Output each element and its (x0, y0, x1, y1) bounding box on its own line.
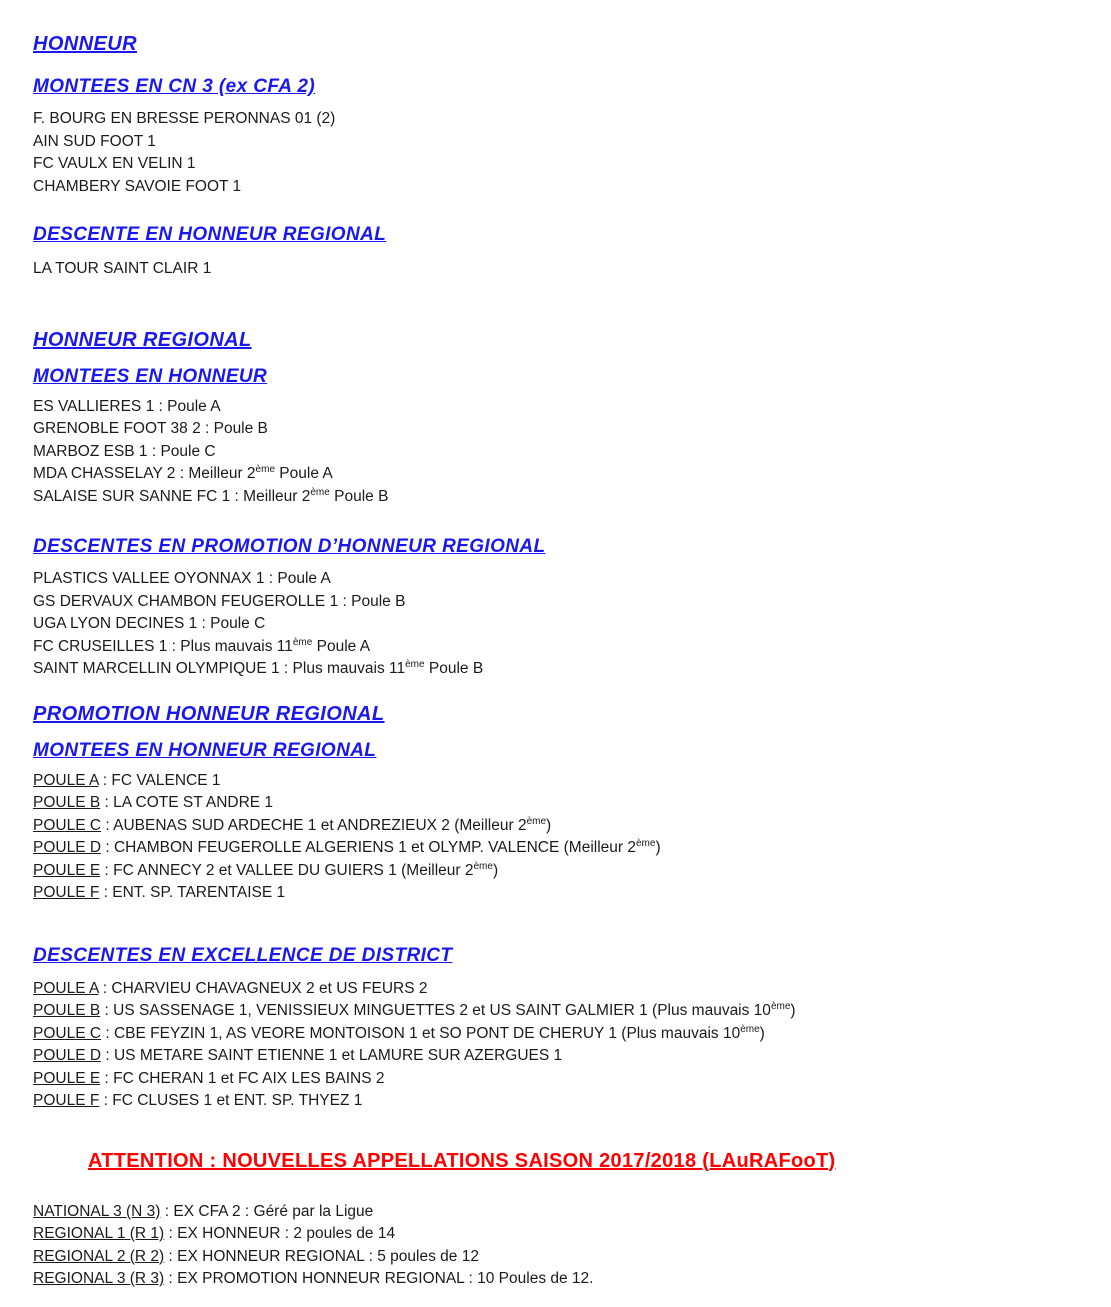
team-name-suffix: ) (655, 839, 661, 856)
heading-montees-honneur-regional: MONTEES EN HONNEUR REGIONAL (33, 739, 377, 761)
team-name: : FC CHERAN 1 et FC AIX LES BAINS 2 (100, 1069, 385, 1087)
poule-label: POULE A (33, 979, 99, 997)
ordinal-superscript: ème (292, 636, 313, 648)
list-item (33, 176, 1083, 199)
team-name: FC CRUSEILLES 1 : Plus mauvais 11 (33, 637, 293, 655)
team-name: PLASTICS VALLEE OYONNAX 1 : Poule A (33, 570, 331, 587)
team-name: CHAMBERY SAVOIE FOOT 1 (33, 177, 242, 195)
division-description: : EX HONNEUR : 2 poules de 14 (164, 1225, 396, 1242)
poule-label: POULE C (33, 816, 102, 834)
team-name: : CHAMBON FEUGEROLLE ALGERIENS 1 et OLYMP. VALENCE (Meilleur 2 (101, 839, 636, 856)
list-item (33, 658, 1083, 681)
list-nouvelles-appellations (33, 1201, 1083, 1291)
ordinal-superscript: ème (770, 1000, 791, 1012)
team-name-suffix: ) (492, 861, 499, 879)
list-item (33, 153, 1083, 176)
division-label: NATIONAL 3 (N 3) (33, 1202, 161, 1220)
team-name: MARBOZ ESB 1 : Poule C (33, 442, 216, 460)
ordinal-superscript: ème (526, 815, 547, 827)
team-name: SALAISE SUR SANNE FC 1 : Meilleur 2 (33, 487, 311, 505)
division-description: : EX PROMOTION HONNEUR REGIONAL : 10 Poules de 12. (164, 1270, 594, 1287)
list-montees-honneur (33, 396, 1083, 509)
list-item (33, 1045, 1083, 1068)
list-item (33, 568, 1083, 591)
list-item (33, 860, 1083, 883)
list-item (33, 486, 1083, 509)
team-name: FC VAULX EN VELIN 1 (33, 155, 196, 172)
list-item (33, 258, 1083, 281)
team-name-suffix: ) (546, 816, 552, 834)
list-item (33, 978, 1083, 1001)
team-name: LA TOUR SAINT CLAIR 1 (33, 260, 212, 277)
team-name: ES VALLIERES 1 : Poule A (33, 397, 221, 415)
team-name: GS DERVAUX CHAMBON FEUGEROLLE 1 : Poule B (33, 592, 406, 610)
list-item (33, 131, 1083, 154)
poule-label: POULE E (33, 861, 101, 879)
poule-label: POULE F (33, 1092, 100, 1109)
team-name-suffix: Poule B (424, 660, 484, 677)
list-descentes-promotion-honneur-regional (33, 568, 1083, 681)
team-name: : FC ANNECY 2 et VALLEE DU GUIERS 1 (Meilleur 2 (100, 861, 474, 879)
list-item (33, 1223, 1083, 1246)
list-item (33, 108, 1083, 131)
list-item (33, 591, 1083, 614)
team-name: : FC VALENCE 1 (98, 771, 221, 789)
list-item (33, 1201, 1083, 1224)
ordinal-superscript: ème (405, 658, 425, 670)
division-description: : EX CFA 2 : Géré par la Ligue (160, 1202, 374, 1220)
team-name: UGA LYON DECINES 1 : Poule C (33, 615, 266, 632)
division-label: REGIONAL 2 (R 2) (33, 1247, 165, 1265)
team-name: AIN SUD FOOT 1 (33, 132, 156, 150)
team-name: : FC CLUSES 1 et ENT. SP. THYEZ 1 (99, 1092, 363, 1109)
list-item (33, 1000, 1083, 1023)
poule-label: POULE D (33, 839, 102, 856)
team-name: : CBE FEYZIN 1, AS VEORE MONTOISON 1 et SO PONT DE CHERUY 1 (Plus mauvais 10 (101, 1024, 741, 1042)
team-name-suffix: Poule A (312, 637, 371, 655)
heading-honneur: HONNEUR (33, 33, 137, 55)
team-name: : ENT. SP. TARENTAISE 1 (99, 884, 286, 901)
ordinal-superscript: ème (255, 463, 275, 475)
list-item (33, 1068, 1083, 1091)
division-label: REGIONAL 1 (R 1) (33, 1225, 165, 1242)
team-name: : CHARVIEU CHAVAGNEUX 2 et US FEURS 2 (98, 979, 428, 997)
list-item (33, 1023, 1083, 1046)
poule-label: POULE A (33, 771, 99, 789)
list-item (33, 837, 1083, 860)
poule-label: POULE F (33, 884, 100, 901)
team-name: MDA CHASSELAY 2 : Meilleur 2 (33, 465, 256, 482)
list-item (33, 441, 1083, 464)
team-name: : AUBENAS SUD ARDECHE 1 et ANDREZIEUX 2 (Meilleur 2 (101, 816, 527, 834)
heading-montees-honneur: MONTEES EN HONNEUR (33, 365, 268, 387)
list-item (33, 882, 1083, 905)
list-item (33, 396, 1083, 419)
list-item (33, 636, 1083, 659)
team-name: : US SASSENAGE 1, VENISSIEUX MINGUETTES 2 et US SAINT GALMIER 1 (Plus mauvais 10 (100, 1002, 771, 1019)
division-description: : EX HONNEUR REGIONAL : 5 poules de 12 (164, 1247, 479, 1265)
team-name: GRENOBLE FOOT 38 2 : Poule B (33, 420, 268, 437)
heading-descentes-excellence-district: DESCENTES EN EXCELLENCE DE DISTRICT (33, 944, 453, 966)
heading-promotion-honneur-regional: PROMOTION HONNEUR REGIONAL (33, 702, 385, 725)
list-item (33, 1268, 1083, 1291)
list-montees-cn3 (33, 108, 1083, 198)
list-item (33, 1090, 1083, 1113)
heading-honneur-regional: HONNEUR REGIONAL (33, 328, 252, 351)
list-item (33, 792, 1083, 815)
heading-descente-honneur-regional: DESCENTE EN HONNEUR REGIONAL (33, 224, 387, 245)
poule-label: POULE B (33, 794, 101, 811)
list-item (33, 1246, 1083, 1269)
ordinal-superscript: ème (473, 860, 493, 872)
team-name-suffix: Poule B (329, 487, 389, 505)
team-name-suffix: Poule A (275, 465, 333, 482)
list-item (33, 463, 1083, 486)
list-item (33, 418, 1083, 441)
division-label: REGIONAL 3 (R 3) (33, 1270, 165, 1287)
team-name-suffix: ) (759, 1024, 765, 1042)
list-item (33, 815, 1083, 838)
attention-heading: ATTENTION : NOUVELLES APPELLATIONS SAISON 2017/2018 (LAuRAFooT) (88, 1149, 836, 1172)
team-name-suffix: ) (790, 1002, 796, 1019)
team-name: F. BOURG EN BRESSE PERONNAS 01 (2) (33, 110, 336, 127)
ordinal-superscript: ème (740, 1023, 760, 1035)
ordinal-superscript: ème (635, 837, 656, 849)
team-name: SAINT MARCELLIN OLYMPIQUE 1 : Plus mauvais 11 (33, 660, 406, 677)
list-descentes-excellence-district (33, 978, 1083, 1113)
list-item (33, 770, 1083, 793)
list-descente-honneur-regional (33, 258, 1083, 281)
ordinal-superscript: ème (310, 486, 330, 498)
list-item (33, 613, 1083, 636)
heading-descentes-promotion-honneur-regional: DESCENTES EN PROMOTION D’HONNEUR REGIONAL (33, 536, 546, 557)
team-name: : US METARE SAINT ETIENNE 1 et LAMURE SUR AZERGUES 1 (101, 1047, 563, 1064)
poule-label: POULE E (33, 1069, 101, 1087)
heading-montees-cn3: MONTEES EN CN 3 (ex CFA 2) (33, 76, 316, 97)
list-montees-honneur-regional (33, 770, 1083, 905)
poule-label: POULE B (33, 1002, 101, 1019)
poule-label: POULE C (33, 1024, 102, 1042)
poule-label: POULE D (33, 1047, 102, 1064)
team-name: : LA COTE ST ANDRE 1 (100, 794, 274, 811)
